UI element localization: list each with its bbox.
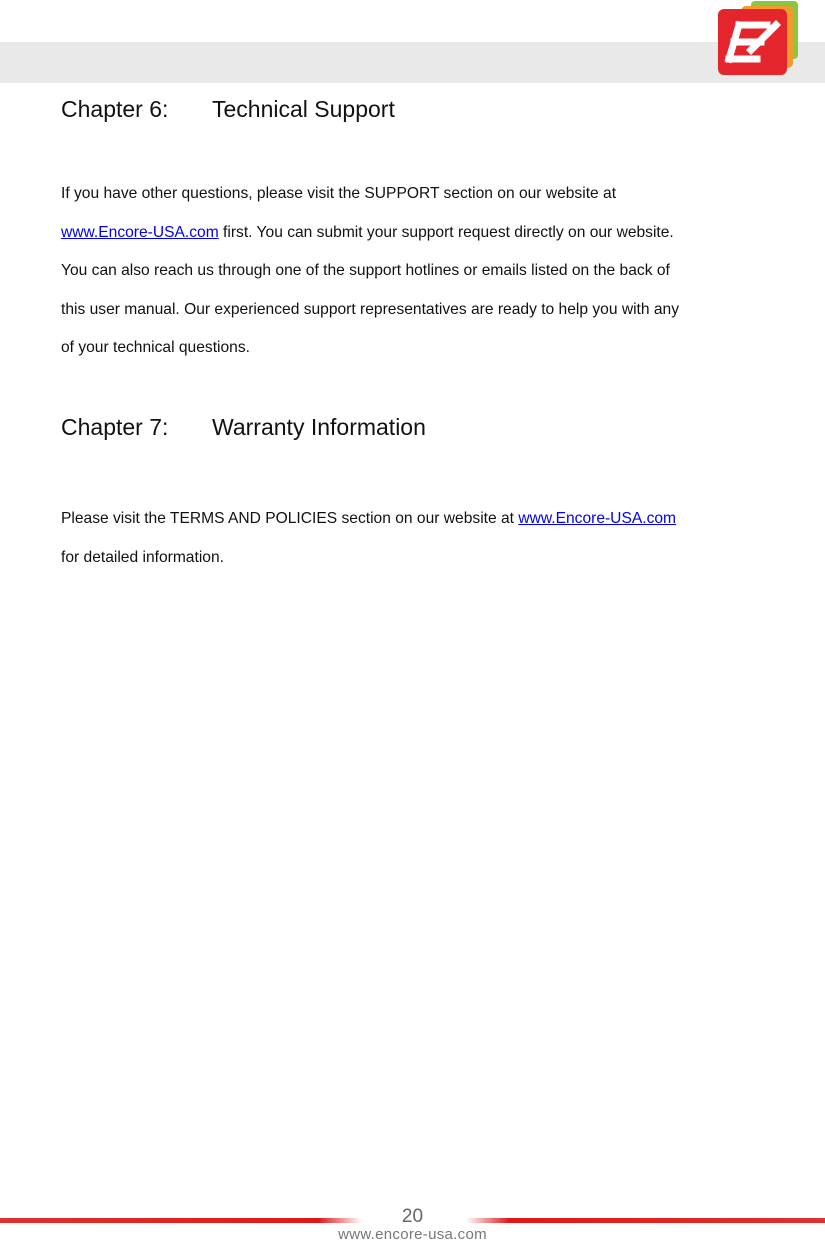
footer-line-left: [0, 1218, 362, 1223]
paragraph-line: for detailed information.: [61, 548, 224, 566]
page-number: 20: [401, 1206, 424, 1227]
warranty-paragraph: [61, 500, 771, 577]
technical-support-paragraph: [61, 175, 771, 368]
header-band: [0, 42, 825, 83]
footer-line-right: [466, 1218, 825, 1223]
chapter-7-heading: [61, 414, 426, 441]
paragraph-line: Please visit the TERMS AND POLICIES section on our website at: [61, 510, 519, 527]
paragraph-line: If you have other questions, please visit the SUPPORT section on our website at: [61, 185, 617, 202]
chapter-7-number: Chapter 7:: [61, 414, 169, 440]
encore-logo-icon: [715, 0, 801, 78]
paragraph-line: You can also reach us through one of the support hotlines or emails listed on the back of: [61, 262, 670, 279]
paragraph-line: first. You can submit your support request directly on our website.: [218, 223, 674, 241]
chapter-6-number: Chapter 6:: [61, 96, 169, 122]
paragraph-line: this user manual. Our experienced support representatives are ready to help you with any: [61, 300, 680, 318]
chapter-7-title: Warranty Information: [212, 414, 426, 440]
paragraph-line: of your technical questions.: [61, 339, 250, 356]
encore-website-link[interactable]: www.Encore-USA.com: [61, 223, 219, 241]
chapter-6-heading: [61, 96, 395, 123]
chapter-6-title: Technical Support: [212, 96, 395, 122]
footer-url: www.encore-usa.com: [338, 1226, 487, 1243]
encore-website-link[interactable]: www.Encore-USA.com: [518, 510, 677, 527]
